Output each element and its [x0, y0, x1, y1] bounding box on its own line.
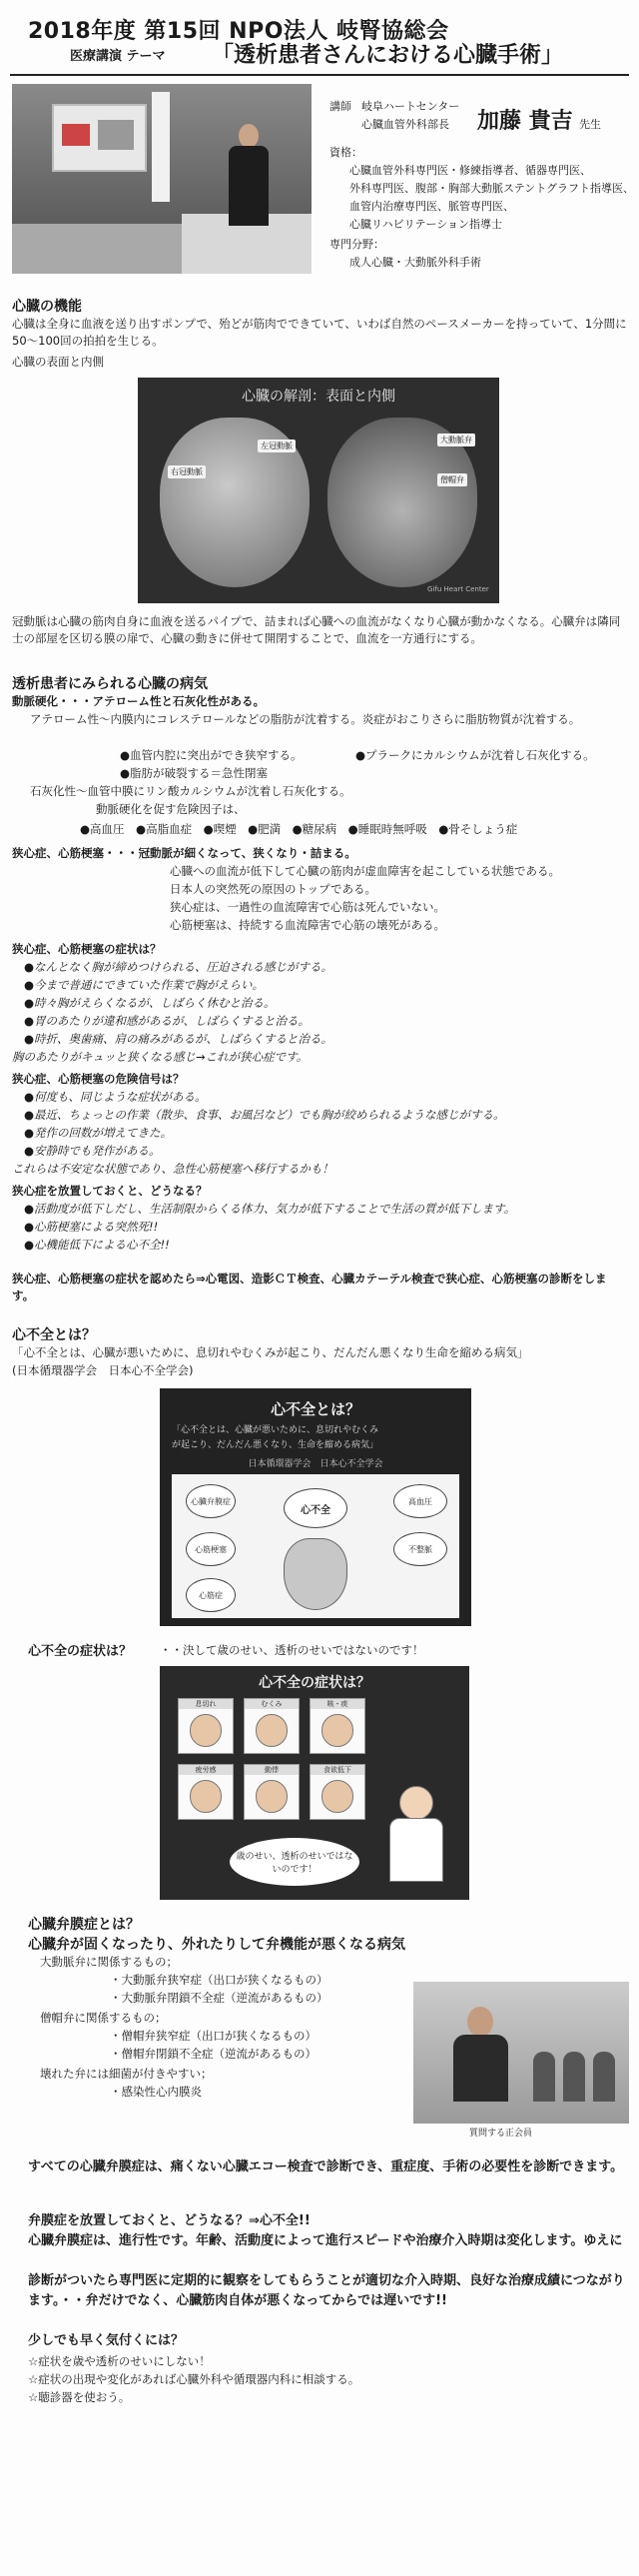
- label-aortic-valve: 大動脈弁: [437, 433, 475, 446]
- risk-factor-list: ●高血圧 ●高脂血症 ●喫煙 ●肥満 ●糖尿病 ●睡眠時無呼吸 ●骨そしょう症: [80, 822, 518, 836]
- calcification-line: 石灰化性～血管中膜にリン酸カルシウムが沈着し石灰化する。: [30, 784, 351, 798]
- speaker-department: 心臓血管外科部長: [361, 118, 449, 131]
- angina-line: 心筋梗塞は、持続する血流障害で心筋の壊死がある。: [170, 918, 445, 932]
- valve-line: 壊れた弁には細菌が付きやすい；: [40, 2067, 213, 2081]
- section-heading-heart-function: 心臓の機能: [12, 299, 82, 315]
- speaker-name: 加藤 貴吉: [477, 109, 573, 134]
- danger-sign-item: ●安静時でも発作がある。: [24, 1144, 161, 1158]
- valve-progressive-text: 心臓弁膜症は、進行性です。年齢、活動度によって進行スピードや治療介入時期は変化します。ゆえに: [28, 2233, 623, 2248]
- speciality: 成人心臓・大動脈外科手術: [349, 256, 481, 269]
- speaker-figure: [224, 124, 274, 244]
- danger-sign-item: ●発作の回数が増えてきた。: [24, 1126, 173, 1140]
- symptoms-question: 狭心症、心筋梗塞の症状は？: [12, 942, 162, 956]
- angina-line: 心臓への血流が低下して心臓の筋肉が虚血障害を起こしている状態である。: [170, 864, 560, 878]
- speaker-honorific: 先生: [579, 118, 601, 131]
- speech-bubble: 歳のせい、透析のせいではないのです！: [230, 1838, 359, 1886]
- angina-line: 日本人の突然死の原因のトップである。: [170, 882, 376, 896]
- plaque-bullet: ●プラークにカルシウムが沈着し石灰化する。: [355, 748, 595, 762]
- symptom-card: 疲労感: [178, 1764, 234, 1820]
- qualification-line: 外科専門医、腹部・胸部大動脈ステントグラフト指導医、: [349, 182, 635, 195]
- speaker-role-label: 講師: [329, 100, 351, 113]
- bubble: 心筋梗塞: [186, 1532, 236, 1566]
- slide-title: 心不全の症状は？: [259, 1675, 370, 1691]
- valve-line: 僧帽弁に関係するもの；: [40, 2011, 167, 2025]
- heart-anatomy-figure: [138, 378, 499, 603]
- figure-credit: Gifu Heart Center: [427, 585, 489, 593]
- meeting-photo: [413, 1982, 629, 2124]
- section-heading-valvular: 心臓弁膜症とは？: [28, 1917, 140, 1933]
- figure-title: 心臓の解剖：表面と内側: [242, 389, 395, 405]
- symptom-summary: 胸のあたりがキュッと狭くなる感じ→これが狭心症です。: [12, 1050, 309, 1064]
- symptom-card: 咳・痰: [310, 1698, 365, 1754]
- valvular-subtitle: 心臓弁が固くなったり、外れたりして弁機能が悪くなる病気: [28, 1937, 405, 1953]
- neglect-question: 狭心症を放置しておくと、どうなる？: [12, 1184, 208, 1198]
- slide-diagram: [172, 1474, 459, 1618]
- danger-sign-item: ●最近、ちょっとの作業（散歩、食事、お風呂など）でも胸が絞められるような感じがする。: [24, 1108, 505, 1122]
- risk-factor-intro: 動脈硬化を促す危険因子は、: [96, 802, 246, 816]
- atheroma-line: アテローム性～内膜内にコレステロールなどの脂肪が沈着する。炎症がおこりさらに脂肪物質が沈着する。: [30, 712, 581, 726]
- diagnosis-text: 狭心症、心筋梗塞の症状を認めたら⇒心電図、造影ＣＴ検査、心臓カテーテル検査で狭心症、心筋梗塞の診断をします。: [12, 1272, 607, 1303]
- speaker-affiliation: 岐阜ハートセンター: [361, 100, 460, 113]
- section-heading-heart-failure: 心不全とは？: [12, 1327, 96, 1343]
- slide-title: 心不全とは？: [270, 1400, 360, 1418]
- symptom-item: ●時々胸がえらくなるが、しばらく休むと治る。: [24, 996, 276, 1010]
- stenosis-bullet: ●血管内腔に突出ができ狭窄する。: [120, 748, 303, 762]
- specialist-followup-text: 診断がついたら専門医に定期的に観察をしてもらうことが適切な介入時期、良好な治療成績につながります。・・弁だけでなく、心臓筋肉自体が悪くなってからでは遅いです!!: [28, 2273, 625, 2309]
- symptom-item: ●なんとなく胸が締めつけられる、圧迫される感じがする。: [24, 960, 333, 974]
- tip-item: ☆症状を歳や透析のせいにしない！: [28, 2354, 211, 2368]
- danger-summary: これらは不安定な状態であり、急性心筋梗塞へ移行するかも！: [12, 1162, 333, 1176]
- qualification-line: 心臓リハビリテーション指導士: [349, 218, 503, 231]
- symptoms-note: ・・決して歳のせい、透析のせいではないのです！: [160, 1643, 424, 1657]
- slide-definition-1: 「心不全とは、心臓が悪いために、息切れやむくみ: [172, 1425, 379, 1435]
- slide-definition-2: が起こり、だんだん悪くなり、生命を縮める病気」: [172, 1440, 379, 1450]
- valve-line: ・大動脈弁狭窄症（出口が狭くなるもの）: [110, 1973, 328, 1987]
- angina-definition: 狭心症、心筋梗塞・・・冠動脈が細くなって、狭くなり・詰まる。: [12, 846, 356, 860]
- neglect-item: ●心筋梗塞による突然死!!: [24, 1220, 159, 1234]
- valve-line: ・僧帽弁狭窄症（出口が狭くなるもの）: [110, 2029, 317, 2043]
- heart-failure-definition: 「心不全とは、心臓が悪いために、息切れやむくみが起こり、だんだん悪くなり生命を縮める病気」: [12, 1345, 529, 1359]
- rupture-bullet: ●脂肪が破裂する＝急性閉塞: [120, 766, 269, 780]
- heart-figure-label: 心臓の表面と内側: [12, 355, 104, 369]
- doctor-illustration: [381, 1786, 451, 1886]
- event-title: 2018年度 第15回 NPO法人 岐腎協総会: [28, 19, 449, 44]
- valve-line: ・感染性心内膜炎: [110, 2085, 202, 2099]
- symptom-item: ●胃のあたりが違和感があるが、しばらくすると治る。: [24, 1014, 311, 1028]
- symptom-card: 食欲低下: [310, 1764, 365, 1820]
- symptoms-slide: [160, 1666, 469, 1900]
- symptom-card: 動悸: [244, 1764, 300, 1820]
- valve-line: ・大動脈弁閉鎖不全症（逆流があるもの）: [110, 1991, 328, 2005]
- valve-line: 大動脈弁に関係するもの；: [40, 1955, 178, 1969]
- lecture-photo: [12, 84, 312, 274]
- section-heading-dialysis-heart: 透析患者にみられる心臓の病気: [12, 676, 208, 692]
- atherosclerosis-line: 動脈硬化・・・アテローム性と石灰化性がある。: [12, 694, 265, 708]
- bubble-center: 心不全: [284, 1488, 347, 1528]
- danger-sign-item: ●何度も、同じような症状がある。: [24, 1090, 207, 1104]
- qualification-line: 心臓血管外科専門医・修練指導者、循器専門医、: [349, 164, 591, 177]
- slide-source: 日本循環器学会 日本心不全学会: [248, 1459, 383, 1469]
- definition-source: (日本循環器学会 日本心不全学会): [12, 1363, 194, 1377]
- symptoms-heading: 心不全の症状は？: [28, 1644, 133, 1659]
- lecture-theme: 「透析患者さんにおける心臓手術」: [212, 43, 564, 68]
- questioner-figure: [453, 2007, 508, 2102]
- valve-line: ・僧帽弁閉鎖不全症（逆流があるもの）: [110, 2047, 317, 2061]
- qualifications-label: 資格：: [329, 146, 362, 159]
- photo-caption: 質問する正会員: [469, 2129, 533, 2139]
- symptom-card: 息切れ: [178, 1698, 234, 1754]
- early-detection-question: 少しでも早く気付くには？: [28, 2333, 185, 2348]
- heart-illustration: [284, 1538, 347, 1610]
- angina-line: 狭心症は、一過性の血流障害で心筋は死んでいない。: [170, 900, 445, 914]
- projector-screen: [52, 104, 147, 172]
- neglect-item: ●心機能低下による心不全!!: [24, 1238, 170, 1252]
- danger-signs-question: 狭心症、心筋梗塞の危険信号は？: [12, 1072, 185, 1086]
- heart-function-text: 心臓は全身に血液を送り出すポンプで、殆どが筋肉でできていて、いわば自然のペースメーカーを持っていて、1分間に50～100回の拍拍を生じる。: [12, 317, 627, 349]
- valve-neglect-question: 弁膜症を放置しておくと、どうなる？⇒心不全!!: [28, 2213, 311, 2228]
- bubble: 心筋症: [186, 1578, 236, 1612]
- header-divider: [10, 74, 629, 76]
- heart-failure-slide: [160, 1388, 471, 1626]
- field-label: 専門分野：: [329, 238, 384, 251]
- bubble: 高血圧: [393, 1484, 447, 1518]
- neglect-item: ●活動度が低下しだし、生活制限からくる体力、気力が低下することで生活の質が低下します。: [24, 1202, 516, 1216]
- coronary-valve-text: 冠動脈は心臓の筋肉自身に血液を送るパイプで、詰まれば心臓への血流がなくなり心臓が動かなくなる。心臓弁は隣同士の部屋を区切る膜の扉で、心臓の動きに併せて開閉することで、血流を一方通行にする。: [12, 614, 621, 646]
- tip-item: ☆症状の出現や変化があれば心臓外科や循環器内科に相談する。: [28, 2372, 360, 2386]
- symptom-item: ●今まで普通にできていた作業で胸がえらい。: [24, 978, 265, 992]
- symptom-item: ●時折、奥歯痛、肩の痛みがあるが、しばらくすると治る。: [24, 1032, 333, 1046]
- label-mitral-valve: 僧帽弁: [437, 473, 467, 486]
- symptom-card: むくみ: [244, 1698, 300, 1754]
- label-left-coronary: 左冠動脈: [258, 439, 296, 452]
- echo-diagnosis-text: すべての心臓弁膜症は、痛くない心臓エコー検査で診断でき、重症度、手術の必要性を診断できます。: [28, 2159, 624, 2174]
- bubble: 心臓弁膜症: [186, 1484, 236, 1518]
- bubble: 不整脈: [393, 1532, 447, 1566]
- tip-item: ☆聴診器を使おう。: [28, 2390, 131, 2404]
- lecture-label: 医療講演 テーマ: [70, 49, 166, 64]
- label-right-coronary: 右冠動脈: [168, 465, 206, 478]
- qualification-line: 血管内治療専門医、脈管専門医、: [349, 200, 514, 213]
